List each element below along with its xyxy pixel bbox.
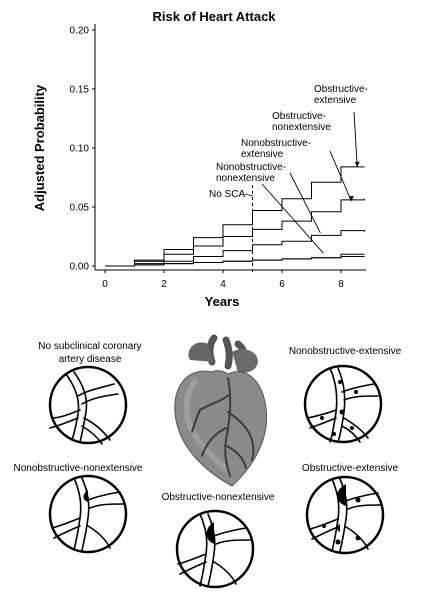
series-line (105, 199, 365, 266)
series-labels (209, 84, 368, 253)
x-axis-label: Years (204, 294, 240, 309)
artery-circle-obstructive-extensive (307, 477, 383, 553)
caption-no-scad-part2: artery disease (58, 354, 122, 365)
x-tick-label: 0 (102, 279, 108, 290)
y-tick-label: 0.15 (69, 84, 89, 96)
heart-illustration (175, 338, 267, 486)
x-tick-label: 4 (220, 279, 226, 290)
y-tick-label: 0.20 (69, 25, 89, 37)
series-label: extensive (241, 149, 284, 160)
artery-circle-nonobstructive-nonextensive (50, 476, 126, 552)
x-ticks (102, 270, 344, 290)
x-tick-label: 2 (161, 279, 167, 290)
caption-nonobstructive-nonextensive: Nonobstructive-nonextensive (13, 463, 143, 474)
x-tick-label: 8 (338, 279, 344, 290)
series-line (105, 231, 365, 266)
artery-circle-no-scad (50, 367, 126, 444)
series-label: Nonobstructive- (241, 138, 312, 149)
caption-no-scad-line1 (38, 341, 141, 352)
caption-obstructive-nonextensive: Obstructive-nonextensive (161, 492, 275, 503)
series-pointer (245, 194, 253, 196)
y-tick-label: 0.05 (69, 202, 89, 214)
caption-obstructive-extensive: Obstructive-extensive (301, 463, 399, 474)
series-label: extensive (314, 95, 357, 106)
series-label: Obstructive- (314, 84, 368, 95)
caption-nonobstructive-extensive: Nonobstructive-extensive (288, 346, 402, 357)
y-ticks (70, 26, 95, 273)
x-tick-label: 6 (279, 279, 285, 290)
series-pointer (330, 151, 351, 201)
caption-no-scad-line2 (59, 354, 122, 365)
y-tick-label: 0.00 (69, 261, 89, 273)
series-label: nonextensive (272, 122, 331, 133)
y-tick-label: 0.10 (69, 143, 89, 155)
series-label: Nonobstructive- (216, 162, 287, 173)
series-label: No SCA (209, 189, 246, 200)
series-label: Obstructive- (272, 111, 326, 122)
risk-chart (32, 9, 368, 309)
chart-title: Risk of Heart Attack (152, 9, 276, 24)
caption-no-scad-part1: No subclinical coronary (38, 341, 142, 352)
artery-circle-obstructive-nonextensive (177, 511, 253, 587)
artery-circle-nonobstructive-extensive (305, 366, 381, 442)
series-pointer-arrowhead (355, 162, 360, 167)
series-label: nonextensive (216, 173, 275, 184)
series-pointer (262, 184, 323, 253)
artery-illustrations (14, 338, 402, 587)
series-pointer (354, 112, 357, 167)
y-axis-label: Adjusted Probability (32, 84, 47, 212)
